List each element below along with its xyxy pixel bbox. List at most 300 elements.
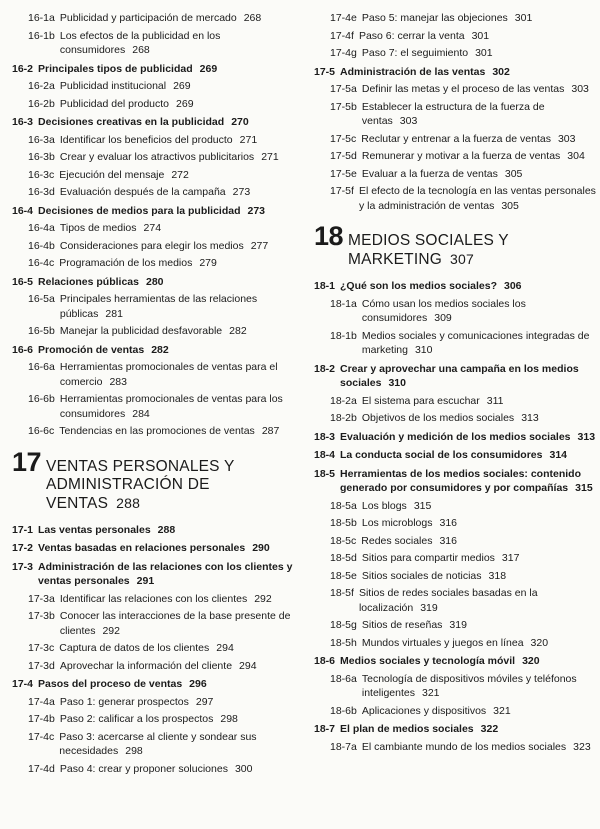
entry-text [362, 11, 600, 26]
entry-title: Conocer las interacciones de la base presente de clientes [59, 610, 291, 637]
entry-number: 16-6b [28, 393, 55, 405]
chapter-number: 17 [12, 446, 42, 477]
entry-title: Administración de las relaciones con los clientes y ventas personales [38, 560, 293, 587]
toc-subsection-entry [314, 167, 600, 182]
entry-number: 17-3d [28, 659, 55, 672]
entry-text [60, 659, 298, 674]
entry-number: 17-4f [330, 29, 354, 42]
entry-title: Herramientas promocionales de ventas para el comercio [59, 361, 278, 388]
chapter-number: 18 [314, 221, 344, 251]
entry-number: 16-3 [12, 116, 34, 128]
entry-page-number: 320 [530, 636, 549, 649]
entry-title: Decisiones creativas en la publicidad [38, 116, 225, 128]
entry-number: 18-5b [330, 517, 357, 529]
entry-text [362, 551, 600, 566]
entry-text [361, 132, 600, 147]
entry-page-number: 302 [492, 65, 510, 78]
toc-subsection-entry [12, 592, 298, 607]
entry-page-number: 315 [575, 482, 593, 494]
entry-page-number: 303 [571, 83, 589, 95]
toc-subsection-entry [12, 221, 298, 236]
toc-subsection-entry [314, 297, 600, 326]
toc-subsection-entry [314, 11, 600, 26]
entry-page-number: 321 [421, 687, 440, 699]
entry-number: 16-2 [12, 62, 34, 75]
toc-section-entry [12, 541, 298, 556]
entry-text [362, 618, 600, 633]
toc-subsection-entry [314, 704, 600, 719]
entry-title: Herramientas de los medios sociales: contenido generado por consumidores y por compañías [340, 467, 582, 494]
toc-subsection-entry [12, 424, 298, 439]
entry-title: Evaluación después de la campaña [59, 186, 226, 198]
entry-page-number: 282 [151, 343, 169, 356]
entry-number: 17-5d [330, 150, 357, 162]
entry-number: 17-1 [12, 523, 34, 536]
entry-page-number: 298 [220, 713, 238, 725]
entry-title: Paso 3: acercarse al cliente y sondear sus necesidades [59, 730, 257, 757]
entry-number: 18-6 [314, 655, 336, 667]
entry-text [60, 150, 298, 165]
toc-subsection-entry [314, 329, 600, 358]
entry-text [340, 362, 600, 391]
toc-chapter-heading [12, 446, 298, 513]
entry-page-number: 301 [471, 29, 490, 42]
entry-number: 16-5a [28, 293, 55, 305]
entry-page-number: 316 [439, 534, 457, 547]
toc-section-entry [314, 430, 600, 445]
entry-page-number: 297 [195, 695, 214, 708]
entry-number: 18-6a [330, 672, 357, 685]
toc-subsection-entry [314, 618, 600, 633]
entry-title: Paso 4: crear y proponer soluciones [59, 762, 228, 775]
entry-page-number: 281 [105, 307, 123, 320]
entry-title: Administración de las ventas [340, 65, 486, 78]
entry-title: Reclutar y entrenar a la fuerza de ventas [361, 132, 551, 145]
entry-page-number: 322 [480, 723, 499, 735]
entry-text [359, 184, 600, 213]
entry-number: 16-3a [28, 133, 55, 146]
entry-number: 17-4d [28, 762, 55, 775]
entry-title: Promoción de ventas [38, 343, 145, 356]
entry-number: 16-5 [12, 275, 34, 288]
toc-subsection-entry [12, 11, 298, 26]
toc-subsection-entry [314, 516, 600, 531]
entry-page-number: 306 [503, 280, 522, 292]
entry-text [348, 232, 600, 269]
entry-text [60, 29, 298, 58]
entry-number: 17-4e [330, 12, 357, 24]
entry-title: Las ventas personales [38, 523, 151, 536]
entry-title: Tendencias en las promociones de ventas [59, 425, 255, 437]
toc-section-entry [12, 204, 298, 219]
entry-page-number: 283 [109, 375, 127, 388]
entry-title: Sitios de redes sociales basadas en la localización [358, 587, 538, 614]
entry-number: 16-3b [28, 151, 55, 163]
entry-text [340, 654, 600, 669]
entry-page-number: 290 [252, 542, 270, 554]
entry-page-number: 301 [514, 12, 533, 24]
entry-text [59, 424, 298, 439]
toc-section-entry [314, 279, 600, 294]
entry-page-number: 279 [199, 257, 217, 269]
entry-number: 16-6a [28, 361, 55, 373]
entry-text [362, 499, 600, 514]
entry-text [60, 97, 298, 112]
toc-subsection-entry [12, 185, 298, 200]
entry-title: Sitios de reseñas [361, 619, 443, 631]
toc-subsection-entry [12, 97, 298, 112]
entry-number: 18-7a [330, 740, 357, 753]
toc-section-entry [12, 62, 298, 77]
toc-subsection-entry [314, 394, 600, 409]
entry-number: 17-3a [28, 592, 55, 605]
entry-page-number: 291 [136, 575, 155, 587]
toc-subsection-entry [314, 29, 600, 44]
entry-number: 18-2a [330, 394, 357, 407]
entry-text [362, 704, 600, 719]
entry-page-number: 310 [388, 377, 406, 389]
entry-text [362, 411, 600, 426]
entry-text [60, 695, 298, 710]
entry-number: 16-4b [28, 239, 55, 252]
entry-page-number: 280 [145, 275, 164, 288]
entry-title: Establecer la estructura de la fuerza de ventas [361, 100, 545, 127]
toc-section-entry [314, 722, 600, 737]
entry-title: Evaluar a la fuerza de ventas [361, 167, 498, 180]
entry-title: Ventas basadas en relaciones personales [38, 542, 246, 554]
entry-number: 16-6c [28, 425, 55, 437]
entry-text [362, 569, 600, 584]
entry-number: 18-1 [314, 280, 336, 292]
toc-subsection-entry [12, 239, 298, 254]
entry-title: Tipos de medios [59, 222, 137, 234]
entry-page-number: 305 [504, 167, 523, 180]
toc-subsection-entry [12, 79, 298, 94]
entry-number: 17-3 [12, 560, 34, 573]
entry-title: Sitios sociales de noticias [361, 569, 482, 582]
entry-page-number: 304 [567, 150, 585, 162]
entry-title: Captura de datos de los clientes [59, 642, 210, 654]
toc-subsection-entry [314, 586, 600, 615]
entry-number: 16-4c [28, 257, 55, 269]
entry-title: Relaciones públicas [38, 275, 139, 288]
toc-subsection-entry [314, 551, 600, 566]
entry-number: 18-2b [330, 412, 357, 424]
entry-page-number: 303 [557, 132, 576, 145]
toc-subsection-entry [12, 695, 298, 710]
entry-page-number: 298 [125, 745, 143, 757]
toc-section-entry [12, 677, 298, 692]
toc-section-entry [314, 654, 600, 669]
entry-title: Principales herramientas de las relaciones públicas [59, 293, 258, 320]
entry-text [60, 185, 298, 200]
entry-number: 18-5f [330, 587, 354, 599]
entry-text [359, 29, 600, 44]
entry-page-number: 273 [232, 186, 251, 198]
entry-page-number: 271 [261, 151, 279, 163]
toc-subsection-entry [12, 29, 298, 58]
entry-text [340, 722, 600, 737]
toc-subsection-entry [12, 360, 298, 389]
entry-text [38, 560, 298, 589]
entry-page-number: 268 [243, 12, 262, 24]
entry-title: Medios sociales y tecnología móvil [340, 655, 516, 667]
entry-page-number: 282 [229, 325, 247, 337]
toc-subsection-entry [314, 740, 600, 755]
entry-title: Redes sociales [361, 534, 433, 547]
entry-text [340, 65, 600, 80]
entry-page-number: 269 [199, 62, 218, 75]
toc-subsection-entry [12, 730, 298, 759]
entry-title: Los efectos de la publicidad en los consumidores [59, 29, 221, 56]
entry-page-number: 313 [521, 412, 539, 424]
entry-page-number: 317 [501, 552, 520, 564]
entry-number: 17-4a [28, 695, 55, 708]
entry-page-number: 288 [116, 494, 141, 511]
entry-text [362, 167, 600, 182]
entry-text [60, 133, 298, 148]
toc-subsection-entry [12, 712, 298, 727]
toc-subsection-entry [12, 641, 298, 656]
entry-number: 18-5e [330, 569, 357, 582]
entry-text [59, 168, 298, 183]
entry-page-number: 294 [216, 642, 234, 654]
entry-title: Medios sociales y comunicaciones integradas de marketing [361, 329, 590, 356]
entry-title: Consideraciones para elegir los medios [59, 239, 244, 252]
entry-title: Paso 2: calificar a los prospectos [59, 713, 214, 725]
toc-subsection-entry [314, 184, 600, 213]
entry-title: La conducta social de los consumidores [340, 449, 543, 461]
entry-number: 16-1a [28, 12, 55, 24]
entry-text [38, 275, 298, 290]
toc-subsection-entry [12, 292, 298, 321]
entry-title: Paso 5: manejar las objeciones [361, 12, 508, 24]
entry-number: 16-5b [28, 325, 55, 337]
entry-text [38, 62, 298, 77]
entry-number: 18-4 [314, 449, 336, 461]
entry-page-number: 269 [176, 97, 194, 110]
entry-title: El efecto de la tecnología en las ventas personales y la administración de ventas [358, 185, 596, 212]
entry-number: 18-7 [314, 723, 336, 735]
entry-title: Evaluación y medición de los medios sociales [340, 430, 571, 443]
toc-section-entry [314, 467, 600, 496]
entry-number: 17-3c [28, 642, 55, 654]
entry-page-number: 272 [171, 168, 189, 181]
entry-number: 17-5f [330, 185, 354, 197]
entry-text [60, 712, 298, 727]
entry-text [59, 641, 298, 656]
entry-text [362, 46, 600, 61]
toc-subsection-entry [12, 659, 298, 674]
entry-title: Tecnología de dispositivos móviles y teléfonos inteligentes [361, 672, 577, 699]
entry-page-number: 301 [475, 47, 493, 59]
toc-section-entry [314, 362, 600, 391]
entry-title: Aprovechar la información del cliente [59, 659, 233, 672]
toc-subsection-entry [12, 324, 298, 339]
toc-subsection-entry [314, 569, 600, 584]
toc-subsection-entry [12, 256, 298, 271]
entry-text [38, 541, 298, 556]
entry-title: ¿Qué son los medios sociales? [340, 280, 497, 292]
entry-text [359, 586, 600, 615]
entry-title: Herramientas promocionales de ventas para los consumidores [59, 393, 283, 420]
entry-number: 17-4 [12, 678, 34, 690]
entry-title: Principales tipos de publicidad [38, 62, 193, 75]
entry-text [362, 636, 600, 651]
entry-number: 16-3d [28, 186, 55, 198]
toc-subsection-entry [314, 534, 600, 549]
entry-text [59, 256, 298, 271]
toc-section-entry [12, 275, 298, 290]
entry-number: 17-4b [28, 713, 55, 725]
entry-text [362, 82, 600, 97]
entry-text [362, 672, 600, 701]
toc-section-entry [314, 448, 600, 463]
entry-text [38, 343, 298, 358]
entry-title: Decisiones de medios para la publicidad [38, 204, 241, 217]
entry-page-number: 296 [189, 678, 207, 690]
entry-text [38, 677, 298, 692]
entry-text [60, 239, 298, 254]
entry-title: El plan de medios sociales [340, 723, 474, 735]
toc-subsection-entry [12, 609, 298, 638]
entry-text [59, 730, 298, 759]
entry-text [362, 740, 600, 755]
entry-page-number: 292 [102, 624, 120, 637]
entry-page-number: 271 [239, 133, 258, 146]
entry-text [60, 392, 298, 421]
entry-page-number: 314 [549, 449, 568, 461]
entry-title: Los blogs [361, 499, 407, 512]
entry-text [60, 592, 298, 607]
entry-number: 17-5a [330, 83, 357, 95]
toc-subsection-entry [12, 762, 298, 777]
entry-text [60, 11, 298, 26]
entry-page-number: 269 [173, 80, 191, 92]
entry-page-number: 318 [488, 569, 507, 582]
entry-number: 16-3c [28, 168, 55, 181]
entry-number: 17-5 [314, 65, 336, 78]
toc-section-entry [12, 343, 298, 358]
chapter-title: VENTAS PERSONALES Y ADMINISTRACIÓN DE VENTAS [46, 457, 235, 512]
entry-page-number: 274 [143, 222, 162, 234]
entry-page-number: 268 [132, 44, 150, 56]
entry-number: 18-5d [330, 552, 357, 564]
entry-number: 18-5c [330, 534, 357, 547]
entry-title: Publicidad y participación de mercado [59, 12, 237, 24]
toc-subsection-entry [314, 672, 600, 701]
entry-title: Paso 7: el seguimiento [361, 47, 469, 59]
entry-text [38, 204, 298, 219]
entry-text [60, 609, 298, 638]
entry-number: 18-1a [330, 297, 357, 310]
entry-text [60, 360, 298, 389]
entry-number: 18-6b [330, 704, 357, 717]
toc-subsection-entry [12, 133, 298, 148]
entry-page-number: 319 [449, 619, 467, 631]
toc-subsection-entry [314, 499, 600, 514]
entry-text [340, 467, 600, 496]
entry-title: Paso 6: cerrar la venta [358, 29, 465, 42]
entry-title: Definir las metas y el proceso de las ventas [361, 83, 565, 95]
entry-page-number: 273 [247, 204, 266, 217]
entry-text [60, 292, 298, 321]
entry-title: Los microblogs [361, 517, 433, 529]
entry-page-number: 309 [434, 312, 452, 324]
toc-subsection-entry [12, 150, 298, 165]
entry-page-number: 313 [577, 430, 596, 443]
entry-number: 18-3 [314, 430, 336, 443]
entry-text [362, 516, 600, 531]
entry-number: 17-5e [330, 167, 357, 180]
entry-title: Pasos del proceso de ventas [38, 678, 183, 690]
entry-title: El sistema para escuchar [361, 394, 480, 407]
entry-number: 18-1b [330, 329, 357, 342]
entry-title: Cómo usan los medios sociales los consumidores [361, 297, 526, 324]
entry-number: 18-2 [314, 362, 336, 375]
entry-text [60, 221, 298, 236]
entry-number: 18-5a [330, 499, 357, 512]
entry-text [340, 448, 600, 463]
toc-subsection-entry [314, 132, 600, 147]
entry-page-number: 287 [261, 425, 280, 437]
entry-title: Sitios para compartir medios [361, 552, 495, 564]
entry-number: 18-5g [330, 619, 357, 631]
entry-page-number: 307 [450, 251, 474, 267]
entry-number: 17-5b [330, 100, 357, 113]
toc-section-entry [12, 560, 298, 589]
entry-title: Remunerar y motivar a la fuerza de ventas [361, 150, 561, 162]
entry-number: 16-1b [28, 29, 55, 42]
entry-number: 16-2b [28, 97, 55, 110]
entry-title: Aplicaciones y dispositivos [361, 704, 487, 717]
toc-section-entry [314, 65, 600, 80]
toc-subsection-entry [314, 149, 600, 164]
entry-page-number: 300 [234, 762, 253, 775]
toc-subsection-entry [314, 411, 600, 426]
entry-page-number: 315 [413, 499, 432, 512]
entry-number: 16-2a [28, 80, 55, 92]
entry-title: Paso 1: generar prospectos [59, 695, 189, 708]
entry-text [362, 329, 600, 358]
toc-column-2 [314, 11, 600, 821]
toc-subsection-entry [314, 82, 600, 97]
entry-number: 17-5c [330, 132, 357, 145]
toc-subsection-entry [314, 100, 600, 129]
entry-number: 16-4 [12, 204, 34, 217]
entry-text [362, 297, 600, 326]
entry-text [340, 279, 600, 294]
toc-section-entry [12, 523, 298, 538]
entry-number: 16-4a [28, 222, 55, 234]
entry-number: 18-5 [314, 467, 336, 480]
entry-title: El cambiante mundo de los medios sociales [361, 740, 567, 753]
entry-page-number: 277 [250, 239, 269, 252]
entry-number: 17-4g [330, 47, 357, 59]
entry-text [46, 458, 298, 513]
entry-title: Crear y evaluar los atractivos publicitarios [59, 151, 255, 163]
entry-text [362, 394, 600, 409]
toc-subsection-entry [314, 46, 600, 61]
toc-subsection-entry [12, 168, 298, 183]
entry-page-number: 288 [157, 523, 176, 536]
entry-page-number: 294 [239, 659, 257, 672]
toc-subsection-entry [314, 636, 600, 651]
entry-title: Identificar los beneficios del producto [59, 133, 233, 146]
toc-column-1 [12, 11, 298, 821]
entry-title: Publicidad institucional [59, 80, 167, 92]
entry-page-number: 319 [420, 601, 438, 614]
